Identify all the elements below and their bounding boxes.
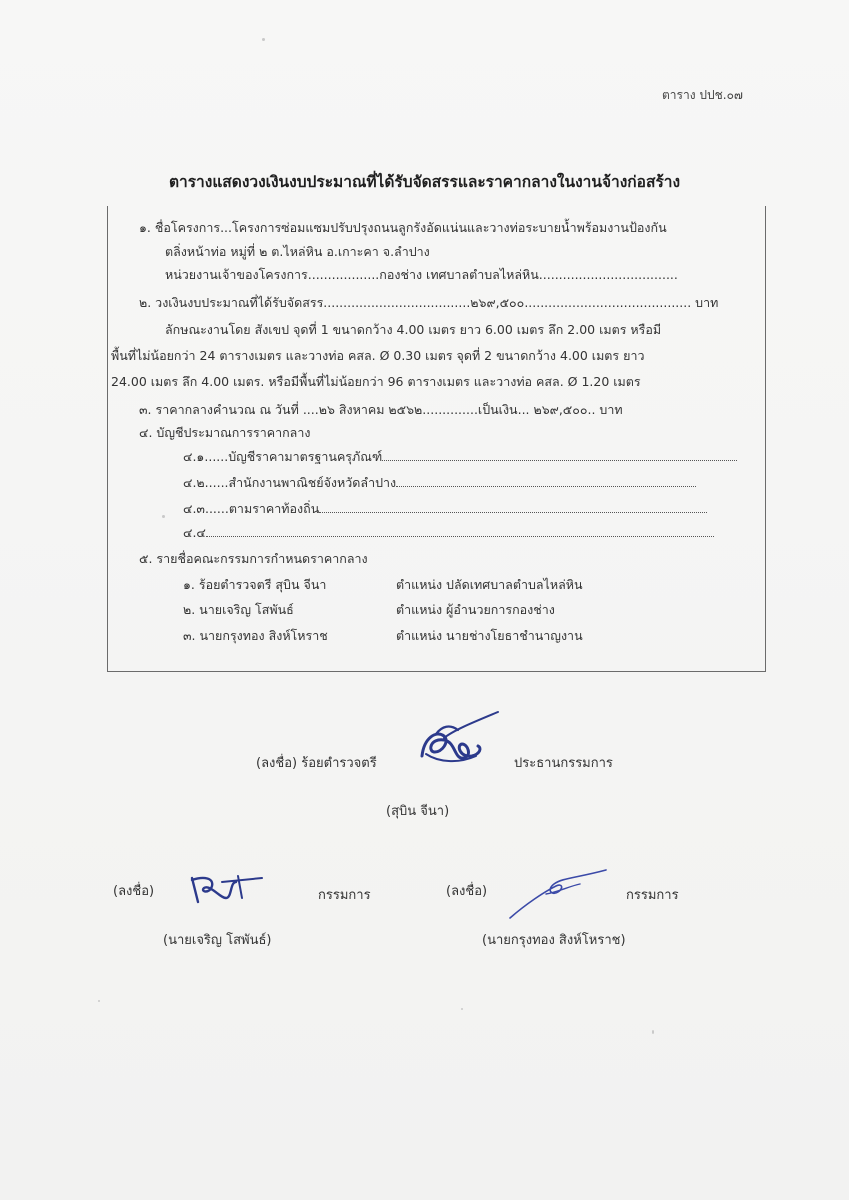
item4-sub-3: ๔.๓......ตามราคาท้องถิ่น xyxy=(183,499,707,519)
left-signature xyxy=(186,868,266,908)
left-sign-prefix: (ลงชื่อ) xyxy=(113,884,155,899)
chair-signature xyxy=(414,708,504,778)
item4-sub-4: ๔.๔ xyxy=(183,523,714,543)
right-signature xyxy=(506,864,610,922)
chair-sign-prefix: (ลงชื่อ) ร้อยตำรวจตรี xyxy=(256,756,377,771)
left-role: กรรมการ xyxy=(318,888,371,903)
member-2-position: ตำแหน่ง ผู้อำนวยการกองช่าง xyxy=(396,602,555,617)
right-role: กรรมการ xyxy=(626,888,679,903)
member-2-name: ๒. นายเจริญ โสพันธ์ xyxy=(183,602,294,617)
left-name: (นายเจริญ โสพันธ์) xyxy=(163,933,272,948)
right-sign-prefix: (ลงชื่อ) xyxy=(446,884,488,899)
scan-speck xyxy=(652,1030,654,1034)
item2-line2: ลักษณะงานโดย สังเขป จุดที่ 1 ขนาดกว้าง 4.00 เมตร ยาว 6.00 เมตร ลึก 2.00 เมตร หรือมี xyxy=(165,322,662,337)
member-3-name: ๓. นายกรุงทอง สิงห์โหราช xyxy=(183,628,328,643)
item2-line1: ๒. วงเงินงบประมาณที่ได้รับจัดสรร.....................................๒๖๙,๕๐๐.......................................... บาท xyxy=(139,295,719,310)
scan-speck xyxy=(162,515,165,518)
form-id: ตาราง ปปช.๐๗ xyxy=(662,88,743,102)
chair-role: ประธานกรรมการ xyxy=(514,756,613,771)
member-1-name: ๑. ร้อยตำรวจตรี สุบิน จีนา xyxy=(183,577,327,592)
chair-name: (สุบิน จีนา) xyxy=(386,804,450,819)
item4-heading: ๔. บัญชีประมาณการราคากลาง xyxy=(139,425,311,440)
item2-line4: 24.00 เมตร ลึก 4.00 เมตร. หรือมีพื้นที่ไม่น้อยกว่า 96 ตารางเมตร และวางท่อ คสล. Ø 1.20 เมตร xyxy=(111,374,641,389)
member-3-position: ตำแหน่ง นายช่างโยธาชำนาญงาน xyxy=(396,628,583,643)
scan-speck xyxy=(461,1008,463,1010)
item1-line3: หน่วยงานเจ้าของโครงการ..................กองช่าง เทศบาลตำบลไหล่หิน................................... xyxy=(165,267,678,282)
item4-sub-1: ๔.๑......บัญชีราคามาตรฐานครุภัณฑ์ xyxy=(183,447,737,467)
scan-speck xyxy=(262,38,265,41)
item5-heading: ๕. รายชื่อคณะกรรมการกำหนดราคากลาง xyxy=(139,551,368,566)
item4-sub-2: ๔.๒......สำนักงานพาณิชย์จังหวัดลำปาง xyxy=(183,473,696,493)
page-title: ตารางแสดงวงเงินงบประมาณที่ได้รับจัดสรรและราคากลางในงานจ้างก่อสร้าง xyxy=(168,173,681,191)
item3-line: ๓. ราคากลางคำนวณ ณ วันที่ ....๒๖ สิงหาคม ๒๕๖๒..............เป็นเงิน... ๒๖๙,๕๐๐.. บาท xyxy=(139,402,623,417)
item1-line2: ตลิ่งหน้าท่อ หมู่ที่ ๒ ต.ไหล่หิน อ.เกาะคา จ.ลำปาง xyxy=(165,244,430,259)
scan-speck xyxy=(98,1000,100,1002)
right-name: (นายกรุงทอง สิงห์โหราช) xyxy=(482,933,626,948)
member-1-position: ตำแหน่ง ปลัดเทศบาลตำบลไหล่หิน xyxy=(396,577,583,592)
item2-line3: พื้นที่ไม่น้อยกว่า 24 ตารางเมตร และวางท่อ คสล. Ø 0.30 เมตร จุดที่ 2 ขนาดกว้าง 4.00 เมตร ยาว xyxy=(111,348,645,363)
item1-line1: ๑. ชื่อโครงการ...โครงการซ่อมแซมปรับปรุงถนนลูกรังอัดแน่นและวางท่อระบายน้ำพร้อมงานป้องกัน xyxy=(139,220,667,235)
